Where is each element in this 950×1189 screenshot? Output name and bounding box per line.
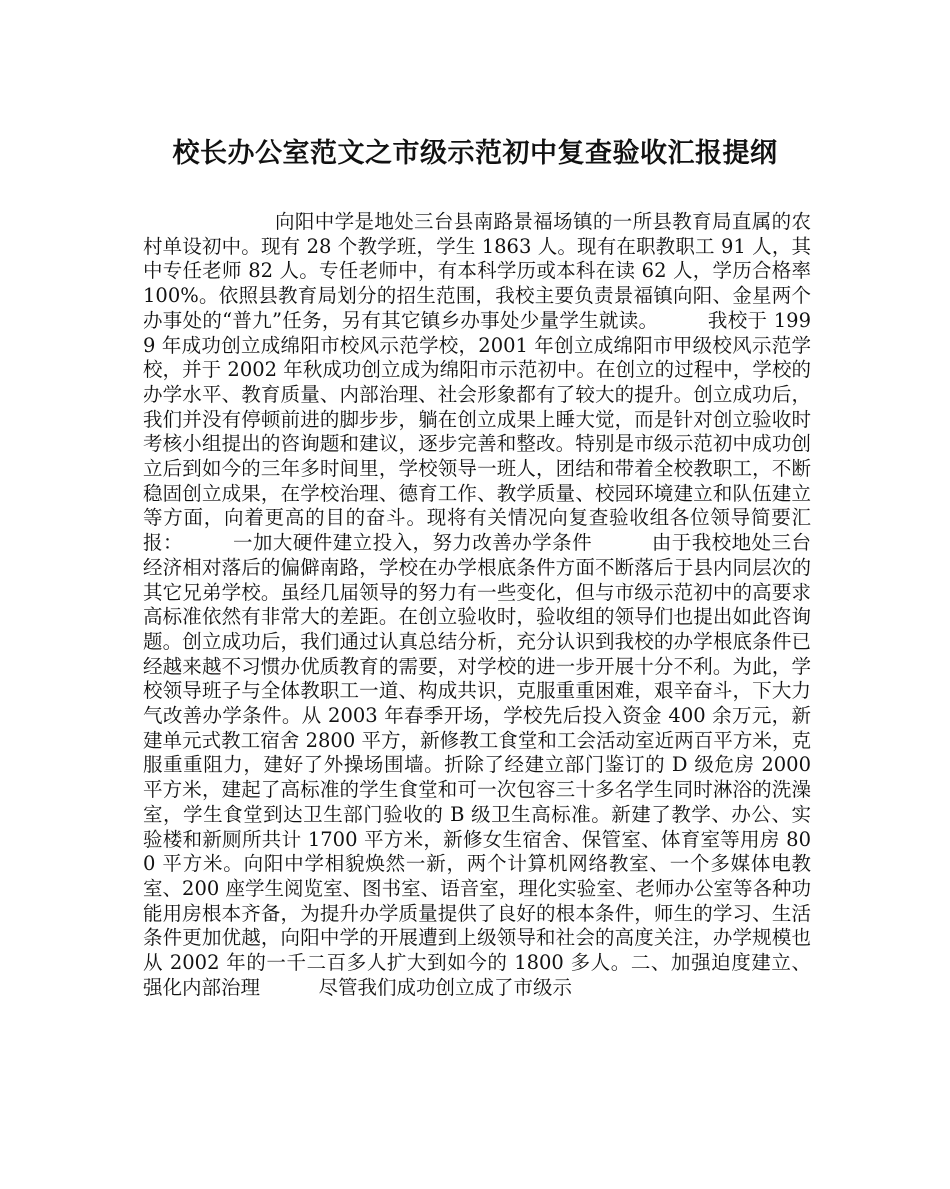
document-title: 校长办公室范文之市级示范初中复查验收汇报提纲 <box>172 138 778 169</box>
document-body: 向阳中学是地处三台县南路景福场镇的一所县教育局直属的农村单设初中。现有 28 个教学班，学生 1863 人。现有在职教职工 91 人，其中专任老师 82 人。专任老师中，有本科学历或本科在读 62 人，学历合格率 100%。依照县教育局划分的招生范围，我校主要负责景福镇向阳、金星两个办事处的“普九”任务，另有其它镇乡办事处少量学生就读。 我校于 1999 年成功创立成绵阳市校风示范学校，2001 年创立成绵阳市甲级校风示范学校，并于 2002 年秋成功创立成为绵阳市示范初中。在创立的过程中，学校的办学水平、教育质量、内部治理、社会形象都有了较大的提升。创立成功后，我们并没有停顿前进的脚步步，躺在创立成果上睡大觉，而是针对创立验收时考核小组提出的咨询题和建议，逐步完善和整改。特别是市级示范初中成功创立后到如今的三年多时间里，学校领导一班人，团结和带着全校教职工，不断稳固创立成果，在学校治理、德育工作、教学质量、校园环境建立和队伍建立等方面，向着更高的目的奋斗。现将有关情况向复查验收组各位领导简要汇报： 一加大硬件建立投入，努力改善办学条件 由于我校地处三台经济相对落后的偏僻南路，学校在办学根底条件方面不断落后于县内同层次的其它兄弟学校。虽经几届领导的努力有一些变化，但与市级示范初中的高要求高标准依然有非常大的差距。在创立验收时，验收组的领导们也提出如此咨询题。创立成功后，我们通过认真总结分析，充分认识到我校的办学根底条件已经越来越不习惯办优质教育的需要，对学校的进一步开展十分不利。为此，学校领导班子与全体教职工一道、构成共识，克服重重困难，艰辛奋斗，下大力气改善办学条件。从 2003 年春季开场，学校先后投入资金 400 余万元，新建单元式教工宿舍 2800 平方，新修教工食堂和工会活动室近两百平方米，克服重重阻力，建好了外操场围墙。折除了经建立部门鉴订的 D 级危房 2000 平方米，建起了高标准的学生食堂和可一次包容三十多名学生同时淋浴的洗澡室，学生食堂到达卫生部门验收的 B 级卫生高标准。新建了教学、办公、实验楼和新厕所共计 1700 平方米，新修女生宿舍、保管室、体育室等用房 800 平方米。向阳中学相貌焕然一新，两个计算机网络教室、一个多媒体电教室、200 座学生阅览室、图书室、语音室，理化实验室、老师办公室等各种功能用房根本齐备，为提升办学质量提供了良好的根本条件，师生的学习、生活条件更加优越，向阳中学的开展遭到上级领导和社会的高度关注，办学规模也从 2002 年的一千二百多人扩大到如今的 1800 多人。二、加强迫度建立、强化内部治理 尽管我们成功创立成了市级示 <box>143 210 811 999</box>
